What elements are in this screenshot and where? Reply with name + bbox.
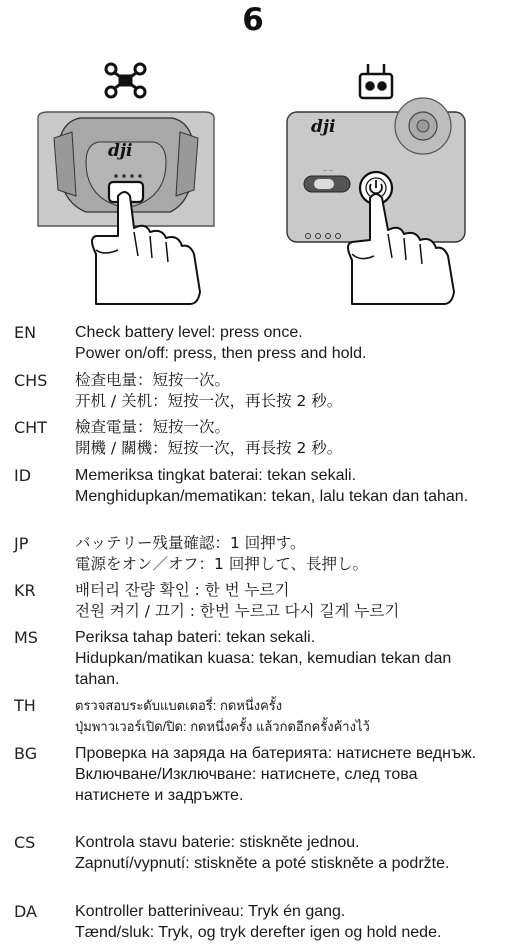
language-code: MS: [14, 628, 38, 647]
language-code: KR: [14, 581, 36, 600]
instruction-line: Hidupkan/matikan kuasa: tekan, kemudian tekan dan tahan.: [75, 650, 452, 688]
instruction-line: 배터리 잔량 확인 : 한 번 누르기: [75, 581, 290, 599]
language-code: DA: [14, 902, 37, 921]
instruction-line: Kontrola stavu baterie: stiskněte jednou.: [75, 834, 360, 851]
instruction-line: バッテリー残量確認：1 回押す。: [75, 534, 306, 552]
dji-logo: dji: [108, 141, 133, 161]
dji-logo-remote: dji: [311, 117, 336, 137]
remote-controller-icon: [360, 64, 392, 98]
language-code: CHT: [14, 418, 47, 437]
instruction-line: Check battery level: press once.: [75, 324, 303, 341]
instruction-line: 電源をオン／オフ：1 回押して、長押し。: [75, 555, 369, 573]
language-code: TH: [14, 696, 36, 715]
language-code: ID: [14, 466, 32, 485]
step-number: 6: [242, 2, 264, 38]
language-code: BG: [14, 744, 38, 763]
instruction-line: 检查电量：短按一次。: [75, 371, 231, 389]
instruction-line: 전원 켜기 / 끄기 : 한번 누르고 다시 길게 누르기: [75, 602, 400, 620]
language-code: CS: [14, 833, 36, 852]
language-code: EN: [14, 323, 37, 342]
power-button-illustration: [0, 58, 506, 308]
instruction-line: ปุ่มพาวเวอร์เปิด/ปิด: กดหนึ่งครั้ง แล้วกดอีกครั้งค้างไว้: [75, 719, 370, 734]
language-code: JP: [14, 534, 29, 553]
remote-controller-panel: [287, 98, 465, 304]
instruction-line: Memeriksa tingkat baterai: tekan sekali.: [75, 467, 357, 484]
instruction-line: Проверка на заряда на батерията: натиснете веднъж.: [75, 745, 477, 762]
instruction-line: 開機 / 關機：短按一次，再長按 2 秒。: [75, 439, 343, 457]
instruction-line: Kontroller batteriniveau: Tryk én gang.: [75, 903, 346, 920]
drone-icon: [106, 64, 145, 97]
instruction-line: Tænd/sluk: Tryk, og tryk derefter igen og hold nede.: [75, 924, 442, 941]
instruction-line: Включване/Изключване: натиснете, след това натиснете и задръжте.: [75, 766, 418, 804]
instruction-line: 檢查電量：短按一次。: [75, 418, 231, 436]
language-code: CHS: [14, 371, 48, 390]
instruction-line: Zapnutí/vypnutí: stiskněte a poté stiskněte a podržte.: [75, 855, 450, 872]
instruction-line: Menghidupkan/mematikan: tekan, lalu tekan dan tahan.: [75, 488, 469, 505]
instruction-line: 开机 / 关机：短按一次，再长按 2 秒。: [75, 392, 343, 410]
instruction-line: Periksa tahap bateri: tekan sekali.: [75, 629, 316, 646]
instruction-line: ตรวจสอบระดับแบตเตอรี่: กดหนึ่งครั้ง: [75, 698, 283, 713]
instruction-line: Power on/off: press, then press and hold.: [75, 345, 367, 362]
svg-text:— —: — —: [322, 169, 334, 174]
drone-battery-panel: [38, 112, 214, 304]
